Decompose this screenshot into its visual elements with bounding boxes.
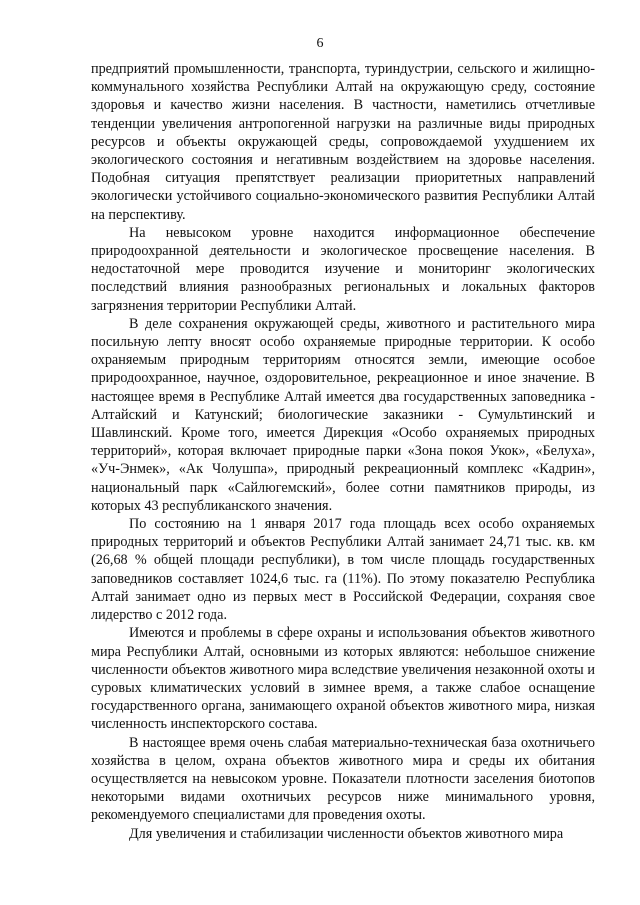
page-number: 6 [316, 36, 324, 51]
paragraph-stabilization: Для увеличения и стабилизации численности объектов животного мира [129, 825, 564, 842]
paragraph-hunting-economy: В настоящее время очень слабая материально-техническая база охотничьего хозяйства в целом, охрана объектов животного мира и среды их обитания осуществляется на невысоком уровне. Показатели плотности заселения биотопов некоторыми видами охотничьих ресурсов ниже минимального уровня, рекомендуемого специалистами для проведения охоты. [91, 734, 595, 824]
paragraph-information-support: На невысоком уровне находится информационное обеспечение природоохранной деятельности и экологическое просвещение населения. В недостаточной мере проводится изучение и мониторинг экологических последствий влияния разнообразных региональных и локальных факторов загрязнения территории Республики Алтай. [91, 224, 595, 314]
paragraph-continued: предприятий промышленности, транспорта, туриндустрии, сельского и жилищно-коммунального хозяйства Республики Алтай на окружающую среду, состояние здоровья и качество жизни населения. В частности, наметились отчетливые тенденции увеличения антропогенной нагрузки на различные виды природных ресурсов и объекты окружающей среды, сопровождаемой ухудшением их экологического состояния и негативным воздействием на здоровье населения. Подобная ситуация препятствует реализации приоритетных направлений экологически устойчивого социально-экономического развития Республики Алтай на перспективу. [91, 61, 595, 223]
paragraph-protected-areas: В деле сохранения окружающей среды, животного и растительного мира посильную лепту вносят особо охраняемые природные территории. К особо охраняемым природным территориям относятся земли, имеющие особое природоохранное, научное, оздоровительное, рекреационное и иное значение. В настоящее время в Республике Алтай имеется два государственных заповедника - Алтайский и Катунский; биологические заказники - Сумультинский и Шавлинский. Кроме того, имеется Дирекция «Особо охраняемых природных территорий», которая включает природные парки «Зона покоя Укок», «Белуха», «Уч-Энмек», «Ак Чолушпа», природный рекреационный комплекс «Кадрин», национальный парк «Сайлюгемский», более сотни памятников природы, из которых 43 республиканского значения. [91, 315, 595, 514]
paragraph-protected-area-size: По состоянию на 1 января 2017 года площадь всех особо охраняемых природных территорий и объектов Республики Алтай занимает 24,71 тыс. кв. км (26,68 % общей площади республики), в том числе площадь государственных заповедников составляет 1024,6 тыс. га (11%). По этому показателю Республика Алтай занимает одно из первых мест в Российской Федерации, сохраняя свое лидерство с 2012 года. [91, 516, 595, 624]
body-text [91, 60, 595, 843]
paragraph-wildlife-problems: Имеются и проблемы в сфере охраны и использования объектов животного мира Республики Алтай, основными из которых являются: небольшое снижение численности объектов животного мира вследствие увеличения незаконной охоты и суровых климатических условий в зимнее время, а также слабое оснащение государственного органа, занимающего охраной объектов животного мира, низкая численность инспекторского состава. [91, 625, 595, 733]
